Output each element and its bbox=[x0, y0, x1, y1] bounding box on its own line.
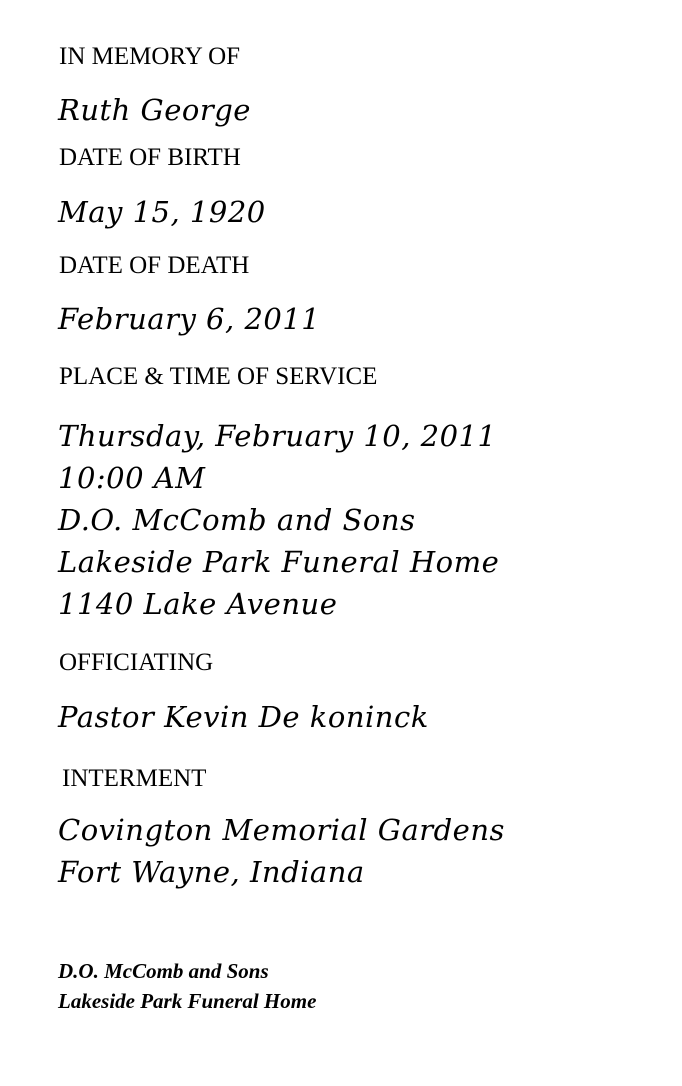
service-venue-line: Lakeside Park Funeral Home bbox=[58, 545, 500, 579]
date-of-death-label: DATE OF DEATH bbox=[59, 252, 250, 279]
officiant-name: Pastor Kevin De koninck bbox=[58, 700, 429, 734]
interment-details bbox=[58, 809, 505, 893]
service-label: PLACE & TIME OF SERVICE bbox=[59, 363, 378, 390]
officiating-label: OFFICIATING bbox=[59, 649, 214, 676]
interment-location-line: Fort Wayne, Indiana bbox=[58, 855, 365, 889]
service-details bbox=[58, 415, 499, 625]
date-of-birth-value: May 15, 1920 bbox=[58, 195, 266, 229]
deceased-name: Ruth George bbox=[58, 93, 251, 127]
interment-label: INTERMENT bbox=[62, 765, 207, 792]
funeral-home-footer bbox=[58, 956, 316, 1016]
service-day-line: Thursday, February 10, 2011 bbox=[58, 419, 497, 453]
service-time-line: 10:00 AM bbox=[58, 461, 206, 495]
date-of-birth-label: DATE OF BIRTH bbox=[59, 144, 241, 171]
interment-cemetery-line: Covington Memorial Gardens bbox=[58, 813, 505, 847]
service-address-line: 1140 Lake Avenue bbox=[58, 587, 338, 621]
footer-line-1: D.O. McComb and Sons bbox=[58, 959, 269, 983]
in-memory-label: IN MEMORY OF bbox=[59, 43, 241, 70]
service-provider-line: D.O. McComb and Sons bbox=[58, 503, 416, 537]
footer-line-2: Lakeside Park Funeral Home bbox=[58, 989, 317, 1013]
date-of-death-value: February 6, 2011 bbox=[58, 302, 321, 336]
